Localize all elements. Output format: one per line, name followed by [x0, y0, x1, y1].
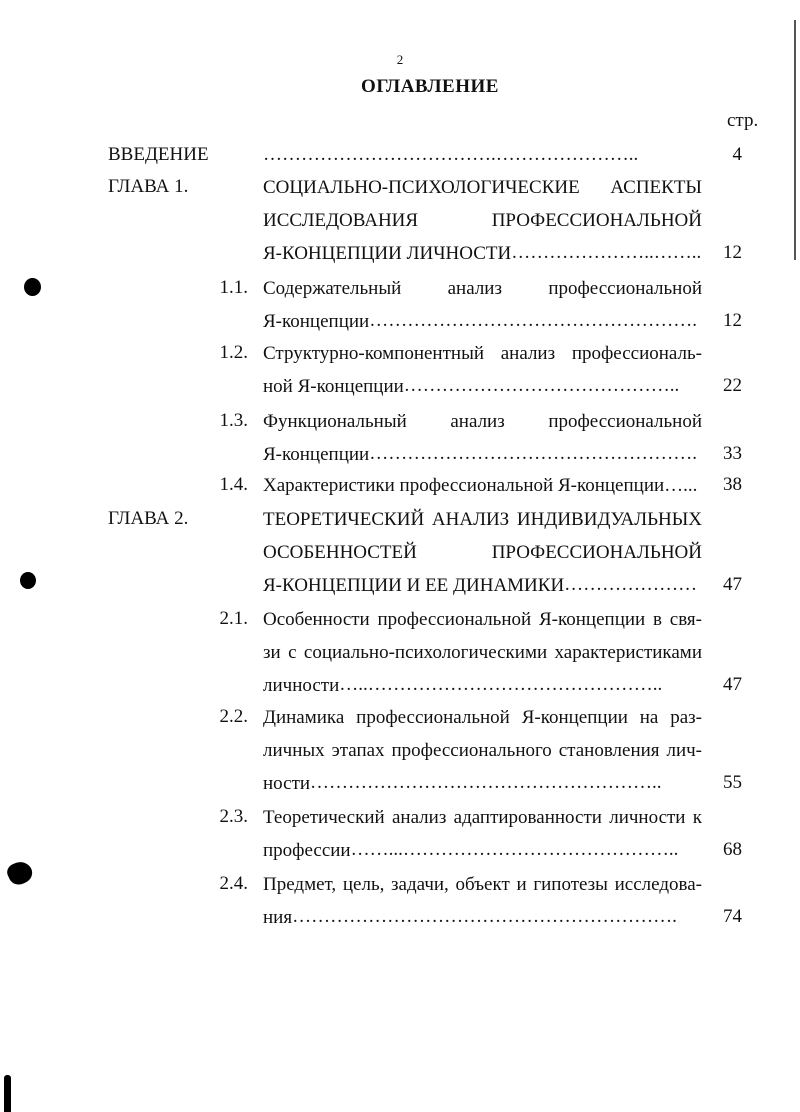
toc-page-number: 68: [723, 839, 742, 860]
toc-entry-text-line: ности: [263, 773, 311, 794]
toc-entry-text-line: Я-КОНЦЕПЦИИ ЛИЧНОСТИ: [263, 243, 512, 264]
toc-entry-text-line: Я-концепции: [263, 444, 370, 465]
toc-entry-text-line: СОЦИАЛЬНО-ПСИХОЛОГИЧЕСКИЕ АСПЕКТЫ: [263, 177, 702, 198]
toc-entry-number: 2.3.: [219, 806, 248, 827]
toc-entry-number: 1.4.: [219, 474, 248, 495]
toc-entry-text-line: Теоретический анализ адаптированности личности к: [263, 807, 702, 828]
toc-page-number: 38: [723, 474, 742, 495]
toc-leader-dots: …………………………………………….: [369, 310, 697, 331]
toc-entry-text-line: ИССЛЕДОВАНИЯ ПРОФЕССИОНАЛЬНОЙ: [263, 210, 702, 231]
toc-entry-number: 1.1.: [219, 277, 248, 298]
toc-page-number: 12: [723, 310, 742, 331]
scan-edge-line: [794, 20, 796, 260]
toc-entry-text-line: Я-КОНЦЕПЦИИ И ЕЕ ДИНАМИКИ: [263, 575, 565, 596]
toc-entry-text-line: Характеристики профессиональной Я-концепции…...: [263, 475, 698, 496]
toc-entry-text-line: Содержательный анализ профессиональной: [263, 278, 702, 299]
toc-page-number: 33: [723, 443, 742, 464]
toc-leader-dots: ………………………………………………..: [310, 772, 662, 793]
toc-entry-text-line: ТЕОРЕТИЧЕСКИЙ АНАЛИЗ ИНДИВИДУАЛЬНЫХ: [263, 509, 702, 530]
toc-entry-text-line: личности: [263, 675, 340, 696]
toc-entry-label: ГЛАВА 2.: [108, 508, 189, 529]
toc-page-number: 47: [723, 674, 742, 695]
toc-entry-number: 1.2.: [219, 342, 248, 363]
toc-entry-text-line: Структурно-компонентный анализ профессиональ-: [263, 343, 702, 364]
scan-blot: [20, 572, 36, 589]
toc-entry-text-line: ной Я-концепции: [263, 376, 404, 397]
toc-entry-label: ВВЕДЕНИЕ: [108, 144, 209, 165]
toc-entry-text-line: личных этапах профессионального становления лич-: [263, 740, 702, 761]
toc-entry-label: ГЛАВА 1.: [108, 176, 189, 197]
toc-entry-text-line: Я-концепции: [263, 311, 370, 332]
toc-entry-number: 2.2.: [219, 706, 248, 727]
scan-edge-mark: [4, 1075, 11, 1112]
toc-leader-dots: …………………..……..: [511, 242, 702, 263]
toc-leader-dots: ……………………………………..: [403, 375, 680, 396]
toc-leader-dots: …………………: [564, 574, 698, 595]
page-column-header: стр.: [727, 110, 759, 131]
toc-entry-text-line: Предмет, цель, задачи, объект и гипотезы исследова-: [263, 874, 702, 895]
toc-leader-dots: …………………………………………………….: [292, 906, 677, 927]
toc-entry-text-line: Особенности профессиональной Я-концепции в свя-: [263, 609, 702, 630]
toc-leader-dots: ……...……………………………………..: [350, 839, 679, 860]
page-number: 2: [396, 52, 404, 67]
toc-leader-dots: …..………………………………………..: [339, 674, 663, 695]
toc-entry-text-line: Функциональный анализ профессиональной: [263, 411, 702, 432]
toc-entry-text-line: зи с социально-психологическими характеристиками: [263, 642, 702, 663]
toc-page-number: 12: [723, 242, 742, 263]
toc-entry-number: 2.4.: [219, 873, 248, 894]
scan-blot: [24, 278, 41, 296]
toc-page-number: 74: [723, 906, 742, 927]
toc-page-number: 4: [732, 144, 742, 165]
toc-entry-text-line: Динамика профессиональной Я-концепции на раз-: [263, 707, 702, 728]
toc-entry-text-line: ния: [263, 907, 293, 928]
toc-page-number: 47: [723, 574, 742, 595]
toc-entry-number: 1.3.: [219, 410, 248, 431]
toc-page-number: 55: [723, 772, 742, 793]
toc-entry-text-line: ОСОБЕННОСТЕЙ ПРОФЕССИОНАЛЬНОЙ: [263, 542, 702, 563]
toc-entry-number: 2.1.: [219, 608, 248, 629]
toc-page-number: 22: [723, 375, 742, 396]
scan-blot: [4, 858, 35, 888]
toc-leader-dots: ……………………………….…………………..: [263, 144, 639, 165]
document-title: ОГЛАВЛЕНИЕ: [361, 76, 499, 97]
toc-entry-text-line: профессии: [263, 840, 351, 861]
toc-leader-dots: …………………………………………….: [369, 443, 697, 464]
